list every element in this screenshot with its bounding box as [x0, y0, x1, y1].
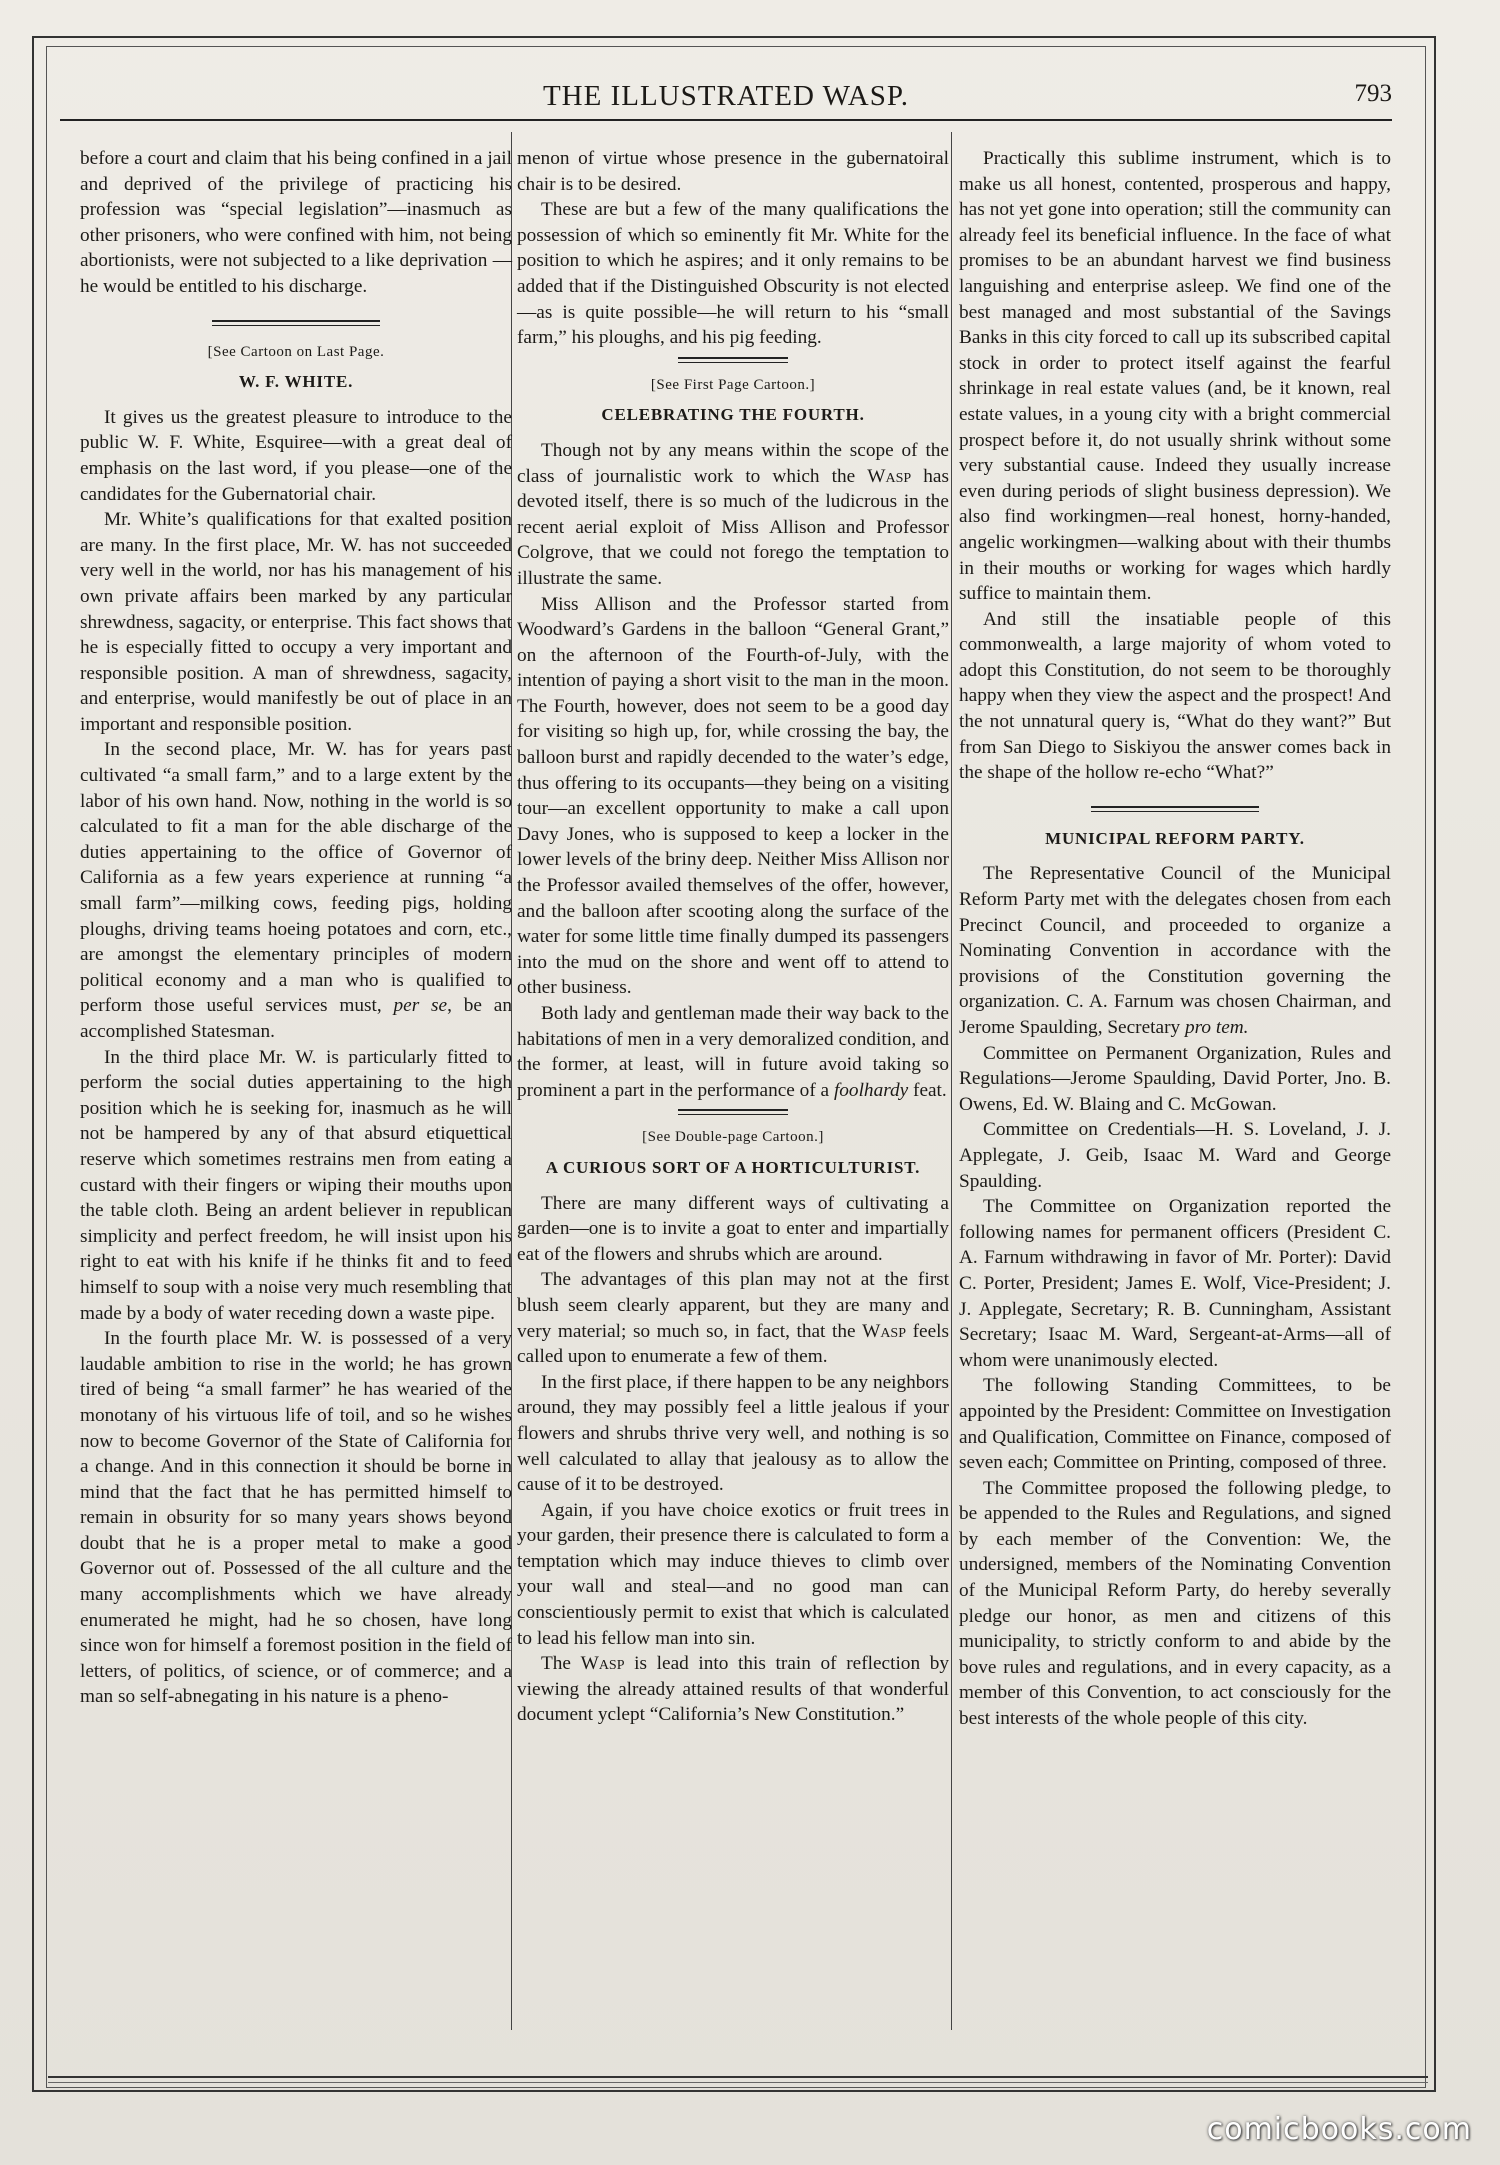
- paragraph: The following Standing Committees, to be appointed by the President: Committee on Investigation and Qualification, Committee on Finance, composed of seven each; Committee on Printing, composed of three.: [959, 1375, 1391, 1474]
- cartoon-reference: [See First Page Cartoon.]: [650, 376, 816, 393]
- column-rule: [951, 132, 952, 2030]
- column-2: [517, 146, 949, 1728]
- paragraph: The advantages of this plan may not at the first blush seem clearly apparent, but they are many and very material; so much so, in fact, that the Wasp feels called upon to enumerate a few of them.: [517, 1269, 949, 1368]
- paragraph: Committee on Credentials—H. S. Loveland, J. J. Applegate, J. Geib, Isaac M. Ward and George Spaulding.: [959, 1119, 1391, 1192]
- paragraph: Though not by any means within the scope of the class of journalistic work to which the Wasp has devoted itself, there is so much of the ludicrous in the recent aerial exploit of Miss Allison and Professor Colgrove, that we could not forego the temptation to illustrate the same.: [517, 439, 949, 589]
- column-3: [959, 146, 1391, 1732]
- paragraph: The Committee on Organization reported the following names for permanent officers (President C. A. Farnum withdrawing in favor of Mr. Porter): David C. Porter, President; James E. Wolf, Vice-President; J. J. Applegate, Secretary; R. B. Cunningham, Assistant Secretary; Isaac M. Ward, Sergeant-at-Arms—all of whom were unanimously elected.: [959, 1196, 1391, 1371]
- paragraph: Practically this sublime instrument, which is to make us all honest, contented, prosperous and happy, has not yet gone into operation; still the community can already feel its beneficial influence. In the face of what promises to be an abundant harvest we find business languishing and enterprise asleep. We find one of the best managed and most substantial of the Savings Banks in this city forced to call up its subscribed capital stock in order to protect itself against the fearful shrinkage in real estate values (and, be it known, real estate values, in a young city with a bright commercial prospect before it, do not usually shrink without some very substantial cause. Indeed they usually increase even during periods of slight business depression). We also find workingmen—real honest, horny-handed, angelic workingmen—walking about with their thumbs in their mouths or working for wages which hardly suffice to maintain them.: [959, 148, 1391, 605]
- paragraph: There are many different ways of cultivating a garden—one is to invite a goat to enter and impartially eat of the flowers and shrubs which are around.: [517, 1192, 949, 1265]
- section-divider: [678, 1109, 788, 1115]
- paragraph: In the fourth place Mr. W. is possessed of a very laudable ambition to rise in the world; he has grown tired of being “a small farmer” he has wearied of the monotany of his virtuous life of toil, and so he wishes now to become Governor of the State of California for a change. And in this connection it should be borne in mind that the fact that he has permitted himself to remain in obsurity for so many years shows beyond doubt that he is a proper metal to make a good Governor out of. Possessed of the all culture and the many accomplishments which we have already enumerated he might, had he so chosen, have long since won for himself a foremost position in the field of letters, of politics, of science, or of commerce; and a man so self-abnegating in his nature is a pheno-: [80, 1328, 512, 1708]
- paragraph: The Committee proposed the following pledge, to be appended to the Rules and Regulations, and signed by each member of the Convention: We, the undersigned, members of the Nominating Convention of the Municipal Reform Party, do hereby severally pledge our honor, as men and citizens of this municipality, to strictly conform to and abide by the bove rules and regulations, and in every capacity, as a member of this Convention, to act consciously for the best interests of the whole people of this city.: [959, 1477, 1391, 1730]
- article-heading: W. F. WHITE.: [238, 372, 354, 392]
- paragraph: Committee on Permanent Organization, Rules and Regulations—Jerome Spaulding, David Porter, Jno. B. Owens, Ed. W. Blaing and C. McGowan.: [959, 1042, 1391, 1115]
- paragraph: Miss Allison and the Professor started from Woodward’s Gardens in the balloon “General Grant,” on the afternoon of the Fourth-of-July, with the intention of paying a short visit to the man in the moon. The Fourth, however, does not seem to be a good day for visiting so high up, for, while crossing the bay, the balloon burst and rapidly decended to the water’s edge, thus offering to its occupants—they being on a visiting tour—an excellent opportunity to make a call upon Davy Jones, who is supposed to keep a locker in the lower levels of the briny deep. Neither Miss Allison nor the Professor availed themselves of the offer, however, and the balloon after scooting along the surface of the water for some little time finally dumped its passengers into the mud on the shore and went off to attend to other business.: [517, 593, 949, 999]
- page-number: 793: [1354, 80, 1392, 107]
- section-divider: [1091, 806, 1259, 812]
- footer-rule: [48, 2076, 1428, 2078]
- article-heading: CELEBRATING THE FOURTH.: [601, 405, 865, 425]
- paragraph: Again, if you have choice exotics or fruit trees in your garden, their presence there is calculated to form a temptation which may induce thieves to climb over your wall and steal—and no good man can conscientiously permit to exist that which is calculated to lead his fellow man into sin.: [517, 1499, 949, 1649]
- article-heading: A CURIOUS SORT OF A HORTICULTURIST.: [545, 1157, 921, 1177]
- paragraph: Both lady and gentleman made their way back to the habitations of men in a very demoralized condition, and the former, at least, will in future avoid taking so prominent a part in the performance of a foolhardy feat.: [517, 1003, 949, 1101]
- paragraph: The Representative Council of the Municipal Reform Party met with the delegates chosen from each Precinct Council, and proceeded to organize a Nominating Convention in accordance with the provisions of the Constitution governing the organization. C. A. Farnum was chosen Chairman, and Jerome Spaulding, Secretary pro tem.: [959, 863, 1391, 1038]
- paragraph: And still the insatiable people of this commonwealth, a large majority of whom voted to adopt this Constitution, do not seem to be thoroughly happy when they view the aspect and the prospect! And the not unnatural query is, “What do they want?” But from San Diego to Siskiyou the answer comes back in the shape of the hollow re-echo “What?”: [959, 608, 1391, 784]
- paragraph: Mr. White’s qualifications for that exalted position are many. In the first place, Mr. W. has not succeeded very well in the world, nor has his management of his own private affairs been marked by any particular shrewdness, sagacity, or enterprise. This fact shows that he is especially fitted to occupy a very important and responsible position. A man of shrewdness, sagacity, and enterprise, would manifestly be out of place in an important and responsible position.: [80, 509, 512, 735]
- cartoon-reference: [See Cartoon on Last Page.: [207, 343, 385, 360]
- masthead-title: THE ILLUSTRATED WASP.: [542, 80, 910, 112]
- footer-rule: [48, 2082, 1428, 2083]
- paragraph: These are but a few of the many qualifications the possession of which so eminently fit Mr. White for the position to which he aspires; and it only remains to be added that if the Distinguished Obscurity is not elected —as is quite possible—he will return to his “small farm,” his ploughs, and his pig feeding.: [517, 199, 949, 349]
- cartoon-reference: [See Double-page Cartoon.]: [642, 1129, 824, 1146]
- page-header: [60, 76, 1392, 124]
- paragraph: The Wasp is lead into this train of reflection by viewing the already attained results of that wonderful document yclept “California’s New Constitution.”: [517, 1653, 950, 1726]
- paragraph: before a court and claim that his being confined in a jail and deprived of the privilege of practicing his profession was “special legislation”—inasmuch as other prisoners, who were confined with him, not being abortionists, were not subjected to a like deprivation —he would be entitled to his discharge.: [80, 148, 512, 297]
- site-watermark: comicbooks.com: [1206, 2112, 1472, 2147]
- column-1: [80, 146, 512, 1710]
- article-heading: MUNICIPAL REFORM PARTY.: [1045, 828, 1305, 848]
- section-divider: [678, 357, 788, 363]
- header-rule: [60, 119, 1392, 121]
- section-divider: [212, 320, 380, 326]
- paragraph: menon of virtue whose presence in the gubernatoiral chair is to be desired.: [517, 148, 949, 195]
- paragraph: In the third place Mr. W. is particularly fitted to perform the social duties appertaining to the high position which he is seeking for, inasmuch as he will not be hampered by any of that absurd etiquettical reserve which sometimes restrains men from eating a custard with their fingers or wiping their mouths upon the table cloth. Being an ardent believer in republican simplicity and perfect freedom, he will insist upon his right to eat with his knife if he thinks fit and to feed himself to soup with a noise very much resembling that made by a body of water receding down a waste pipe.: [80, 1046, 512, 1324]
- paragraph: In the second place, Mr. W. has for years past cultivated “a small farm,” and to a large extent by the labor of his own hand. Now, nothing in the world is so calculated to fit a man for the able discharge of the duties appertaining to the office of Governor of California as a few years experience at running “a small farm”—milking cows, feeding pigs, holding ploughs, driving teams hoeing potatoes and corn, etc., are amongst the elementary principles of modern political economy and a man who is qualified to perform those useful services must, per se, be an accomplished Statesman.: [80, 739, 512, 1042]
- paragraph: It gives us the greatest pleasure to introduce to the public W. F. White, Esquiree—with a great deal of emphasis on the last word, if you please—one of the candidates for the Gubernatorial chair.: [80, 406, 512, 505]
- paragraph: In the first place, if there happen to be any neighbors around, they may possibly feel a little jealous if your flowers and shrubs thrive very well, and nothing is so well calculated to allay that jealousy as to allow the cause of it to be destroyed.: [517, 1371, 949, 1496]
